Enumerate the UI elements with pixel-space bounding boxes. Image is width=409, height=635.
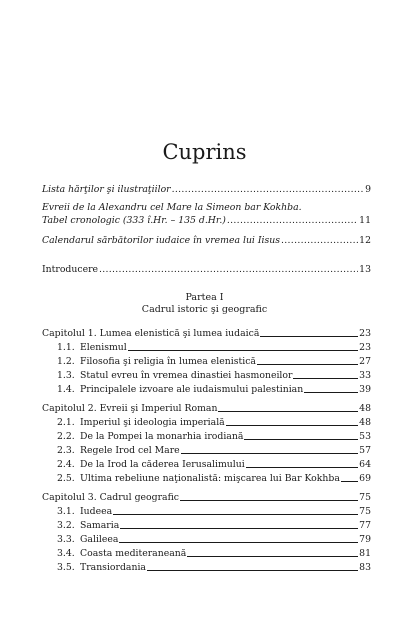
section-page: 81 [359,548,371,559]
section-page: 33 [359,370,371,381]
leader-line [218,402,358,412]
section-title: Coasta mediteraneană [80,548,187,559]
chapter-page: 48 [359,403,371,414]
chapter-entry [42,491,371,503]
chapter-title: Capitolul 3. Cadrul geografic [42,492,179,503]
leader-line [341,472,358,482]
section-number: 1.3. [57,370,75,381]
toc-entry-page: 12 [359,235,371,246]
section-title: Ultima rebeliune naţionalistă: mişcarea lui Bar Kokhba [80,473,340,484]
section-page: 39 [359,384,371,395]
section-page: 64 [359,459,371,470]
toc-entry [42,215,371,226]
section-title: Regele Irod cel Mare [80,445,180,456]
section-number: 2.5. [57,473,75,484]
section-entry [57,505,371,517]
leader-line [119,533,358,543]
leader-line [293,369,358,379]
section-title: Principalele izvoare ale iudaismului palestinian [80,384,304,395]
leader-line [181,444,359,454]
section-entry [57,519,371,531]
section-entry [57,355,371,367]
leader-line [304,383,358,393]
section-entry [57,369,371,381]
section-title: Statul evreu în vremea dinastiei hasmoneilor [80,370,293,381]
leader-line [128,341,358,351]
leader-dots [227,215,358,226]
section-page: 53 [359,431,371,442]
toc-entry-text: Lista hărţilor şi ilustraţiilor [42,184,171,195]
section-page: 27 [359,356,371,367]
section-title: De la Irod la căderea Ierusalimului [80,459,245,470]
section-entry [57,341,371,353]
toc-entry-text: Introducere [42,264,99,275]
section-title: De la Pompei la monarhia irodiană [80,431,244,442]
section-page: 69 [359,473,371,484]
section-title: Filosofia şi religia în lumea elenistică [80,356,256,367]
section-entry [57,416,371,428]
section-number: 3.3. [57,534,75,545]
page-title: Cuprins [162,140,247,164]
part-label: Partea I [185,292,224,303]
section-number: 1.1. [57,342,75,353]
leader-line [180,491,358,501]
section-title: Transiordania [80,562,146,573]
section-title: Galileea [80,534,119,545]
leader-dots [281,235,358,246]
section-title: Iudeea [80,506,113,517]
section-title: Imperiul şi ideologia imperială [80,417,225,428]
section-number: 2.3. [57,445,75,456]
chapter-page: 75 [359,492,371,503]
section-entry [57,458,371,470]
chapter-title: Capitolul 1. Lumea elenistică şi lumea iudaică [42,328,260,339]
chapter-entry [42,327,371,339]
toc-entry-page: 13 [359,264,371,275]
toc-entry-text-line1: Evreii de la Alexandru cel Mare la Simeon bar Kokhba. [42,202,302,213]
toc-entry [42,264,371,275]
section-entry [57,383,371,395]
leader-line [187,547,358,557]
toc-entry-text: Tabel cronologic (333 î.Hr. – 135 d.Hr.) [42,215,226,226]
toc-entry [42,235,371,246]
leader-line [120,519,358,529]
section-number: 3.1. [57,506,75,517]
section-number: 2.4. [57,459,75,470]
leader-line [246,458,358,468]
section-entry [57,472,371,484]
part-subtitle: Cadrul istoric şi geografic [141,304,268,315]
chapter-page: 23 [359,328,371,339]
chapter-entry [42,402,371,414]
leader-line [226,416,358,426]
section-number: 2.2. [57,431,75,442]
toc-entry [42,184,371,195]
section-page: 57 [359,445,371,456]
section-page: 23 [359,342,371,353]
chapter-title: Capitolul 2. Evreii şi Imperiul Roman [42,403,218,414]
section-number: 3.5. [57,562,75,573]
section-number: 1.2. [57,356,75,367]
section-page: 83 [359,562,371,573]
section-number: 3.2. [57,520,75,531]
section-page: 48 [359,417,371,428]
toc-entry-page: 9 [365,184,371,195]
leader-dots [99,264,358,275]
leader-line [260,327,358,337]
leader-line [257,355,358,365]
section-title: Elenismul [80,342,127,353]
section-entry [57,430,371,442]
section-entry [57,547,371,559]
section-entry [57,533,371,545]
leader-dots [172,184,364,195]
section-entry [57,444,371,456]
leader-line [244,430,358,440]
toc-entry-page: 11 [359,215,371,226]
section-page: 77 [359,520,371,531]
section-page: 79 [359,534,371,545]
section-number: 2.1. [57,417,75,428]
section-number: 1.4. [57,384,75,395]
section-number: 3.4. [57,548,75,559]
toc-entry-text: Calendarul sărbătorilor iudaice în vremea lui Iisus [42,235,281,246]
section-entry [57,561,371,573]
section-title: Samaria [80,520,120,531]
section-page: 75 [359,506,371,517]
leader-line [147,561,358,571]
leader-line [113,505,358,515]
